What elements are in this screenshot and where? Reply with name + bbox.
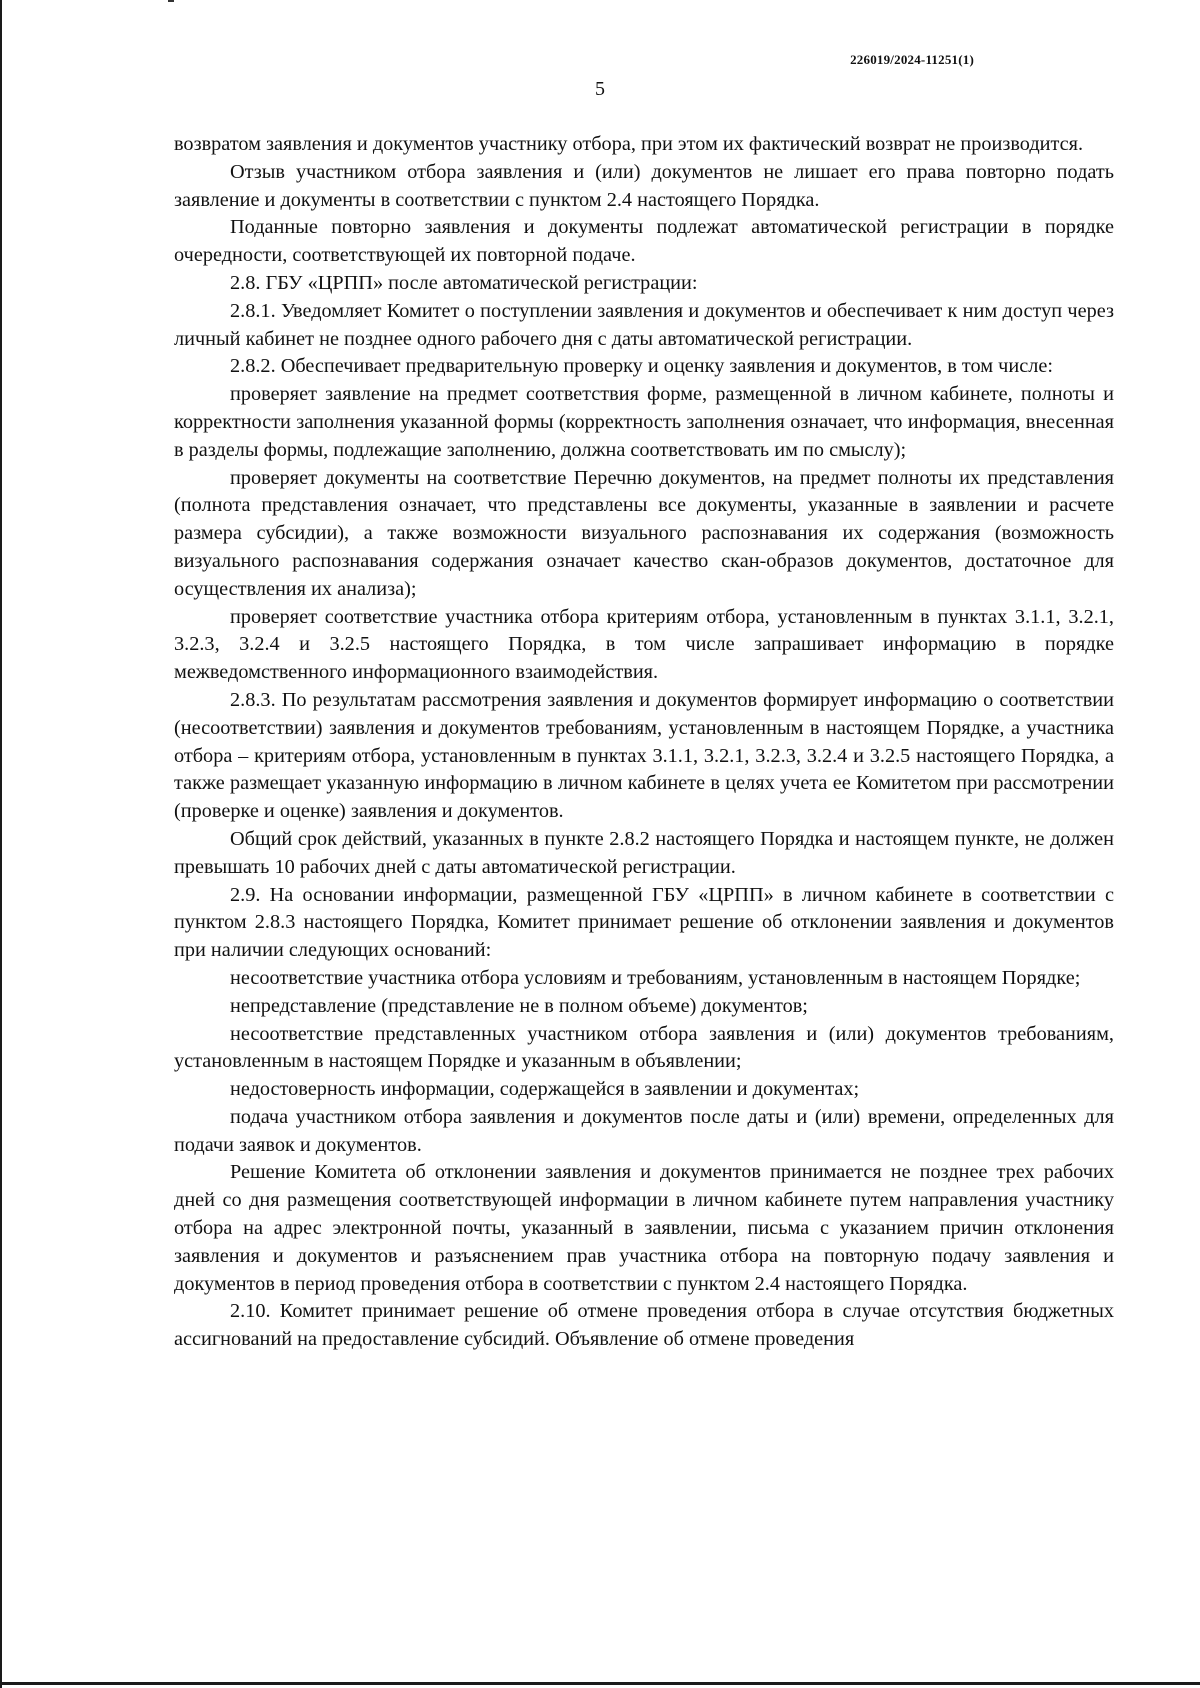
paragraph: Решение Комитета об отклонении заявления и документов принимается не позднее трех рабочих дней со дня размещения соответствующей информации в личном кабинете путем направления участнику отбора на адрес электронной почты, указанный в заявлении, письма с указанием причин отклонения заявления и документов и разъяснением прав участника отбора на повторную подачу заявления и документов в период проведения отбора в соответствии с пунктом 2.4 настоящего Порядка. xyxy=(174,1161,1114,1295)
list-item: подача участником отбора заявления и документов после даты и (или) времени, определенных для подачи заявок и документов. xyxy=(174,1105,1114,1156)
paragraph-continuation: возвратом заявления и документов участнику отбора, при этом их фактический возврат не производится. xyxy=(174,133,1084,155)
paragraph: Отзыв участником отбора заявления и (или) документов не лишает его права повторно подать заявление и документы в соответствии с пунктом 2.4 настоящего Порядка. xyxy=(174,160,1114,211)
paragraph: проверяет соответствие участника отбора критериям отбора, установленным в пунктах 3.1.1, 3.2.1, 3.2.3, 3.2.4 и 3.2.5 настоящего Порядка, в том числе запрашивает информацию в порядке межведомственного информационного взаимодействия. xyxy=(174,605,1114,684)
clause-2-8-2: 2.8.2. Обеспечивает предварительную проверку и оценку заявления и документов, в том числе: xyxy=(230,355,1053,378)
paragraph: проверяет документы на соответствие Перечню документов, на предмет полноты их представления (полнота представления означает, что представлены все документы, указанные в заявлении и расчете размера субсидии), а также возможности визуального распознавания их содержания (возможность визуального распознавания содержания означает качество скан-образов документов, достаточное для осуществления их анализа); xyxy=(174,466,1114,600)
paragraph: Поданные повторно заявления и документы подлежат автоматической регистрации в порядке очередности, соответствующей их повторной подаче. xyxy=(174,216,1114,267)
list-item: несоответствие участника отбора условиям и требованиям, установленным в настоящем Порядке; xyxy=(230,966,1081,989)
clause-2-10: 2.10. Комитет принимает решение об отмене проведения отбора в случае отсутствия бюджетных ассигнований на предоставление субсидий. Объявление об отмене проведения xyxy=(174,1300,1114,1351)
clause-2-8: 2.8. ГБУ «ЦРПП» после автоматической регистрации: xyxy=(230,271,698,294)
paragraph: Общий срок действий, указанных в пункте 2.8.2 настоящего Порядка и настоящем пункте, не должен превышать 10 рабочих дней с даты автоматической регистрации. xyxy=(174,827,1114,878)
scan-border-bottom xyxy=(0,1682,1200,1685)
page-number: 5 xyxy=(595,78,605,100)
list-item: непредставление (представление не в полном объеме) документов; xyxy=(230,994,808,1017)
paragraph: проверяет заявление на предмет соответствия форме, размещенной в личном кабинете, полноты и корректности заполнения указанной формы (корректность заполнения означает, что информация, внесенная в разделы формы, подлежащие заполнению, должна соответствовать им по смыслу); xyxy=(174,383,1114,461)
list-item: несоответствие представленных участником отбора заявления и (или) документов требованиям, установленным в настоящем Порядке и указанным в объявлении; xyxy=(174,1022,1114,1073)
scan-mark-top xyxy=(168,0,174,2)
scan-border-left xyxy=(0,0,2,1688)
clause-2-8-3: 2.8.3. По результатам рассмотрения заявления и документов формирует информацию о соответствии (несоответствии) заявления и документов требованиям, установленным в настоящем Порядке, а участника отбора – критериям отбора, установленным в пунктах 3.1.1, 3.2.1, 3.2.3, 3.2.4 и 3.2.5 настоящего Порядка, а также размещает указанную информацию в личном кабинете в целях учета ее Комитетом при рассмотрении (проверке и оценке) заявления и документов. xyxy=(174,688,1114,823)
document-id: 226019/2024-11251(1) xyxy=(850,52,974,67)
clause-2-9: 2.9. На основании информации, размещенной ГБУ «ЦРПП» в личном кабинете в соответствии с пунктом 2.8.3 настоящего Порядка, Комитет принимает решение об отклонении заявления и документов при наличии следующих оснований: xyxy=(174,883,1114,962)
list-item: недостоверность информации, содержащейся в заявлении и документах; xyxy=(230,1078,860,1101)
clause-2-8-1: 2.8.1. Уведомляет Комитет о поступлении заявления и документов и обеспечивает к ним доступ через личный кабинет не позднее одного рабочего дня с даты автоматической регистрации. xyxy=(174,299,1114,350)
document-body xyxy=(174,131,1114,1354)
